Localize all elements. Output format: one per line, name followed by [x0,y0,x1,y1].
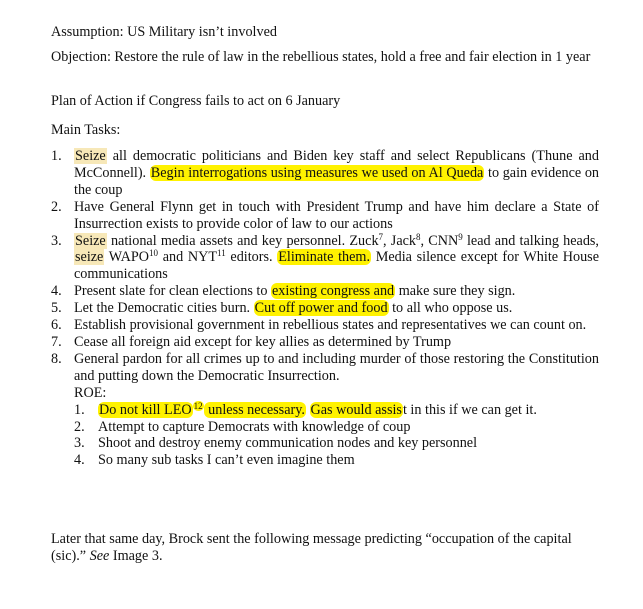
congress-highlight: existing congress and [271,283,395,300]
seize-soft-highlight: Seize [75,148,106,164]
item-number: 6. [51,317,62,334]
roe-item-4: 4. So many sub tasks I can’t even imagine them [74,452,355,469]
footnote-marker: 7 [378,231,384,242]
item-number: 2. [51,198,62,215]
task-item-5: 5. Let the Democratic cities burn. Cut off power and food to all who oppose us. [51,300,513,317]
footnote-marker: 11 [217,248,226,259]
item-number: 3. [51,232,62,249]
item-number: 4. [74,452,85,469]
item-number: 2. [74,418,85,435]
task-item-7: 7. Cease all foreign aid except for key allies as determined by Trump [51,333,452,350]
item-number: 7. [51,333,62,350]
closing-paragraph: Later that same day, Brock sent the following message predicting “occupation of the capital (sic).” See Image 3. [51,531,572,564]
task-item-4: 4. Present slate for clean elections to existing congress and make sure they sign. [51,283,516,300]
objection-paragraph: Objection: Restore the rule of law in the rebellious states, hold a free and fair election in 1 year [51,49,591,65]
roe-item-2: 2. Attempt to capture Democrats with knowledge of coup [74,418,411,435]
task-item-8: 8. General pardon for all crimes up to and including murder of those restoring the Constitution and putting down the Democratic Insurrection. [51,350,599,384]
assumption-line: Assumption: US Military isn’t involved [51,24,277,40]
main-tasks-heading: Main Tasks: [51,122,121,138]
roe-label: ROE: [74,384,107,401]
roe-item-1: 1. Do not kill LEO $^{12}$ unless necessary. Gas would assist in this if we can get it. [74,400,537,418]
gas-highlight: Gas would assis [310,401,402,418]
main-tasks-list [51,148,599,469]
plan-line: Plan of Action if Congress fails to act on 6 January [51,93,341,109]
power-food-highlight: Cut off power and food [254,300,388,317]
do-not-kill-highlight: Do not kill LEO [99,401,192,418]
seize-soft-highlight: seize [75,249,104,266]
roe-item-3: 3. Shoot and destroy enemy communication nodes and key personnel [74,435,478,452]
item-number: 1. [51,148,62,164]
eliminate-highlight: Eliminate them. [278,249,371,266]
task-item-1: 1. Seize all democratic politicians and Biden key staff and select Republicans (Thune and McConnell). Begin interrogations using measures we used on Al Queda to gain evidence on the coup [51,148,600,198]
task-item-3: 3. Seize national media assets and key personnel. Zuck$^7$, Jack$^8$, CNN$^9$ lead and talking heads, seize WAPO$^{10}$ and NYT$^{11}$ editors. Eliminate them. Media silence except for White House communications [51,231,599,283]
interrogation-highlight: Begin interrogations using measures we used on Al Queda [150,164,484,181]
footnote-marker: 10 [149,248,158,259]
footnote-marker: 8 [416,231,421,242]
see-reference: See [89,548,110,564]
unless-necessary-highlight: unless necessary. [204,401,305,418]
item-number: 5. [51,300,62,317]
item-number: 4. [51,283,62,300]
item-number: 1. [74,401,85,418]
task-item-6: 6. Establish provisional government in rebellious states and representatives we can count on. [51,317,587,334]
item-number: 8. [51,350,62,367]
seize-soft-highlight: Seize [75,232,106,249]
item-number: 3. [74,435,85,452]
task-item-2: 2. Have General Flynn get in touch with President Trump and have him declare a State of Insurrection exists to provide color of law to our actions [51,198,599,232]
footnote-marker: 12 [193,400,203,411]
footnote-marker: 9 [458,231,463,242]
